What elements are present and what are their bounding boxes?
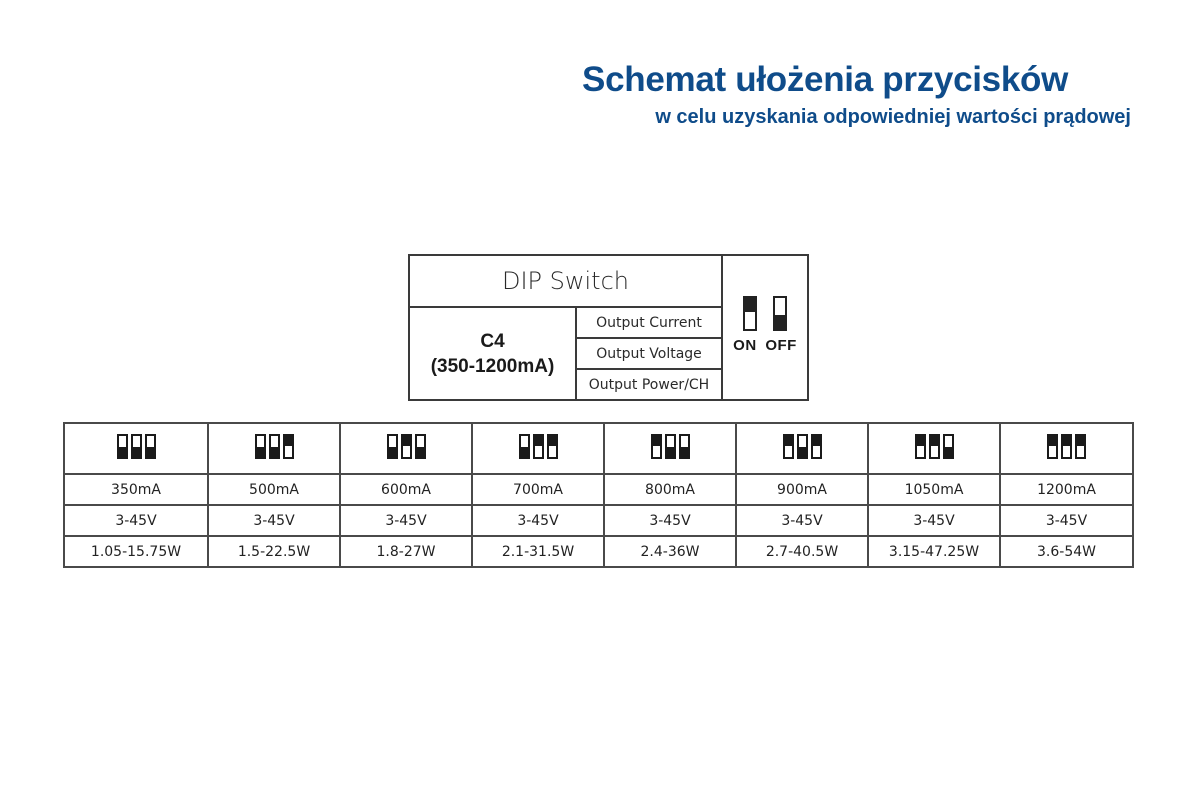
switch-on-icon — [651, 434, 662, 459]
current-cell: 1200mA — [1000, 474, 1133, 505]
switch-on-icon — [811, 434, 822, 459]
switch-cell — [208, 423, 340, 474]
legend-model-range: (350-1200mA) — [430, 355, 555, 377]
switch-off-icon — [255, 434, 266, 459]
dip-switch-group — [915, 434, 954, 459]
current-row — [64, 474, 1133, 505]
switch-on-icon — [915, 434, 926, 459]
switch-cell — [64, 423, 208, 474]
voltage-cell: 3-45V — [868, 505, 1000, 536]
dip-switch-legend — [408, 254, 809, 401]
dip-switch-group — [651, 434, 690, 459]
voltage-row — [64, 505, 1133, 536]
power-cell: 1.05-15.75W — [64, 536, 208, 567]
power-cell: 3.15-47.25W — [868, 536, 1000, 567]
voltage-cell: 3-45V — [1000, 505, 1133, 536]
switch-off-icon — [679, 434, 690, 459]
settings-table — [63, 422, 1134, 568]
dip-switch-group — [783, 434, 822, 459]
switch-row — [64, 423, 1133, 474]
dip-switch-group — [519, 434, 558, 459]
on-label: ON — [733, 336, 757, 354]
switch-on-icon — [547, 434, 558, 459]
switch-on-icon — [1075, 434, 1086, 459]
current-cell: 800mA — [604, 474, 736, 505]
on-off-labels — [731, 337, 799, 354]
switch-off-icon — [519, 434, 530, 459]
power-cell: 2.7-40.5W — [736, 536, 868, 567]
current-cell: 900mA — [736, 474, 868, 505]
switch-on-icon — [1047, 434, 1058, 459]
legend-model-name: C4 — [480, 330, 505, 352]
switch-cell — [340, 423, 472, 474]
switch-off-icon — [773, 296, 787, 331]
page-title: Schemat ułożenia przycisków — [582, 60, 1068, 99]
switch-off-icon — [131, 434, 142, 459]
switch-cell — [472, 423, 604, 474]
dip-switch-group — [387, 434, 426, 459]
switch-on-icon — [1061, 434, 1072, 459]
switch-on-icon — [743, 296, 757, 331]
legend-row-power: Output Power/CH — [577, 370, 723, 399]
power-row — [64, 536, 1133, 567]
switch-on-icon — [401, 434, 412, 459]
switch-on-icon — [783, 434, 794, 459]
dip-switch-group — [117, 434, 156, 459]
current-cell: 700mA — [472, 474, 604, 505]
power-cell: 1.5-22.5W — [208, 536, 340, 567]
off-label: OFF — [765, 336, 797, 354]
switch-cell — [868, 423, 1000, 474]
legend-row-voltage: Output Voltage — [577, 339, 723, 370]
switch-on-icon — [929, 434, 940, 459]
power-cell: 3.6-54W — [1000, 536, 1133, 567]
switch-cell — [736, 423, 868, 474]
current-cell: 1050mA — [868, 474, 1000, 505]
switch-off-icon — [665, 434, 676, 459]
power-cell: 2.1-31.5W — [472, 536, 604, 567]
current-cell: 350mA — [64, 474, 208, 505]
dip-switch-group — [1047, 434, 1086, 459]
switch-cell — [604, 423, 736, 474]
legend-model — [410, 308, 577, 399]
legend-title: DIP Switch — [410, 256, 723, 308]
voltage-cell: 3-45V — [604, 505, 736, 536]
voltage-cell: 3-45V — [64, 505, 208, 536]
voltage-cell: 3-45V — [208, 505, 340, 536]
switch-cell — [1000, 423, 1133, 474]
switch-on-icon — [283, 434, 294, 459]
voltage-cell: 3-45V — [340, 505, 472, 536]
page-subtitle: w celu uzyskania odpowiedniej wartości prądowej — [655, 106, 1131, 128]
voltage-cell: 3-45V — [472, 505, 604, 536]
legend-row-current: Output Current — [577, 308, 723, 339]
switch-off-icon — [117, 434, 128, 459]
legend-switch-key — [723, 256, 807, 399]
switch-off-icon — [269, 434, 280, 459]
power-cell: 1.8-27W — [340, 536, 472, 567]
voltage-cell: 3-45V — [736, 505, 868, 536]
switch-off-icon — [415, 434, 426, 459]
switch-off-icon — [797, 434, 808, 459]
current-cell: 600mA — [340, 474, 472, 505]
switch-off-icon — [943, 434, 954, 459]
current-cell: 500mA — [208, 474, 340, 505]
dip-switch-group — [255, 434, 294, 459]
switch-off-icon — [387, 434, 398, 459]
power-cell: 2.4-36W — [604, 536, 736, 567]
switch-off-icon — [145, 434, 156, 459]
switch-on-icon — [533, 434, 544, 459]
